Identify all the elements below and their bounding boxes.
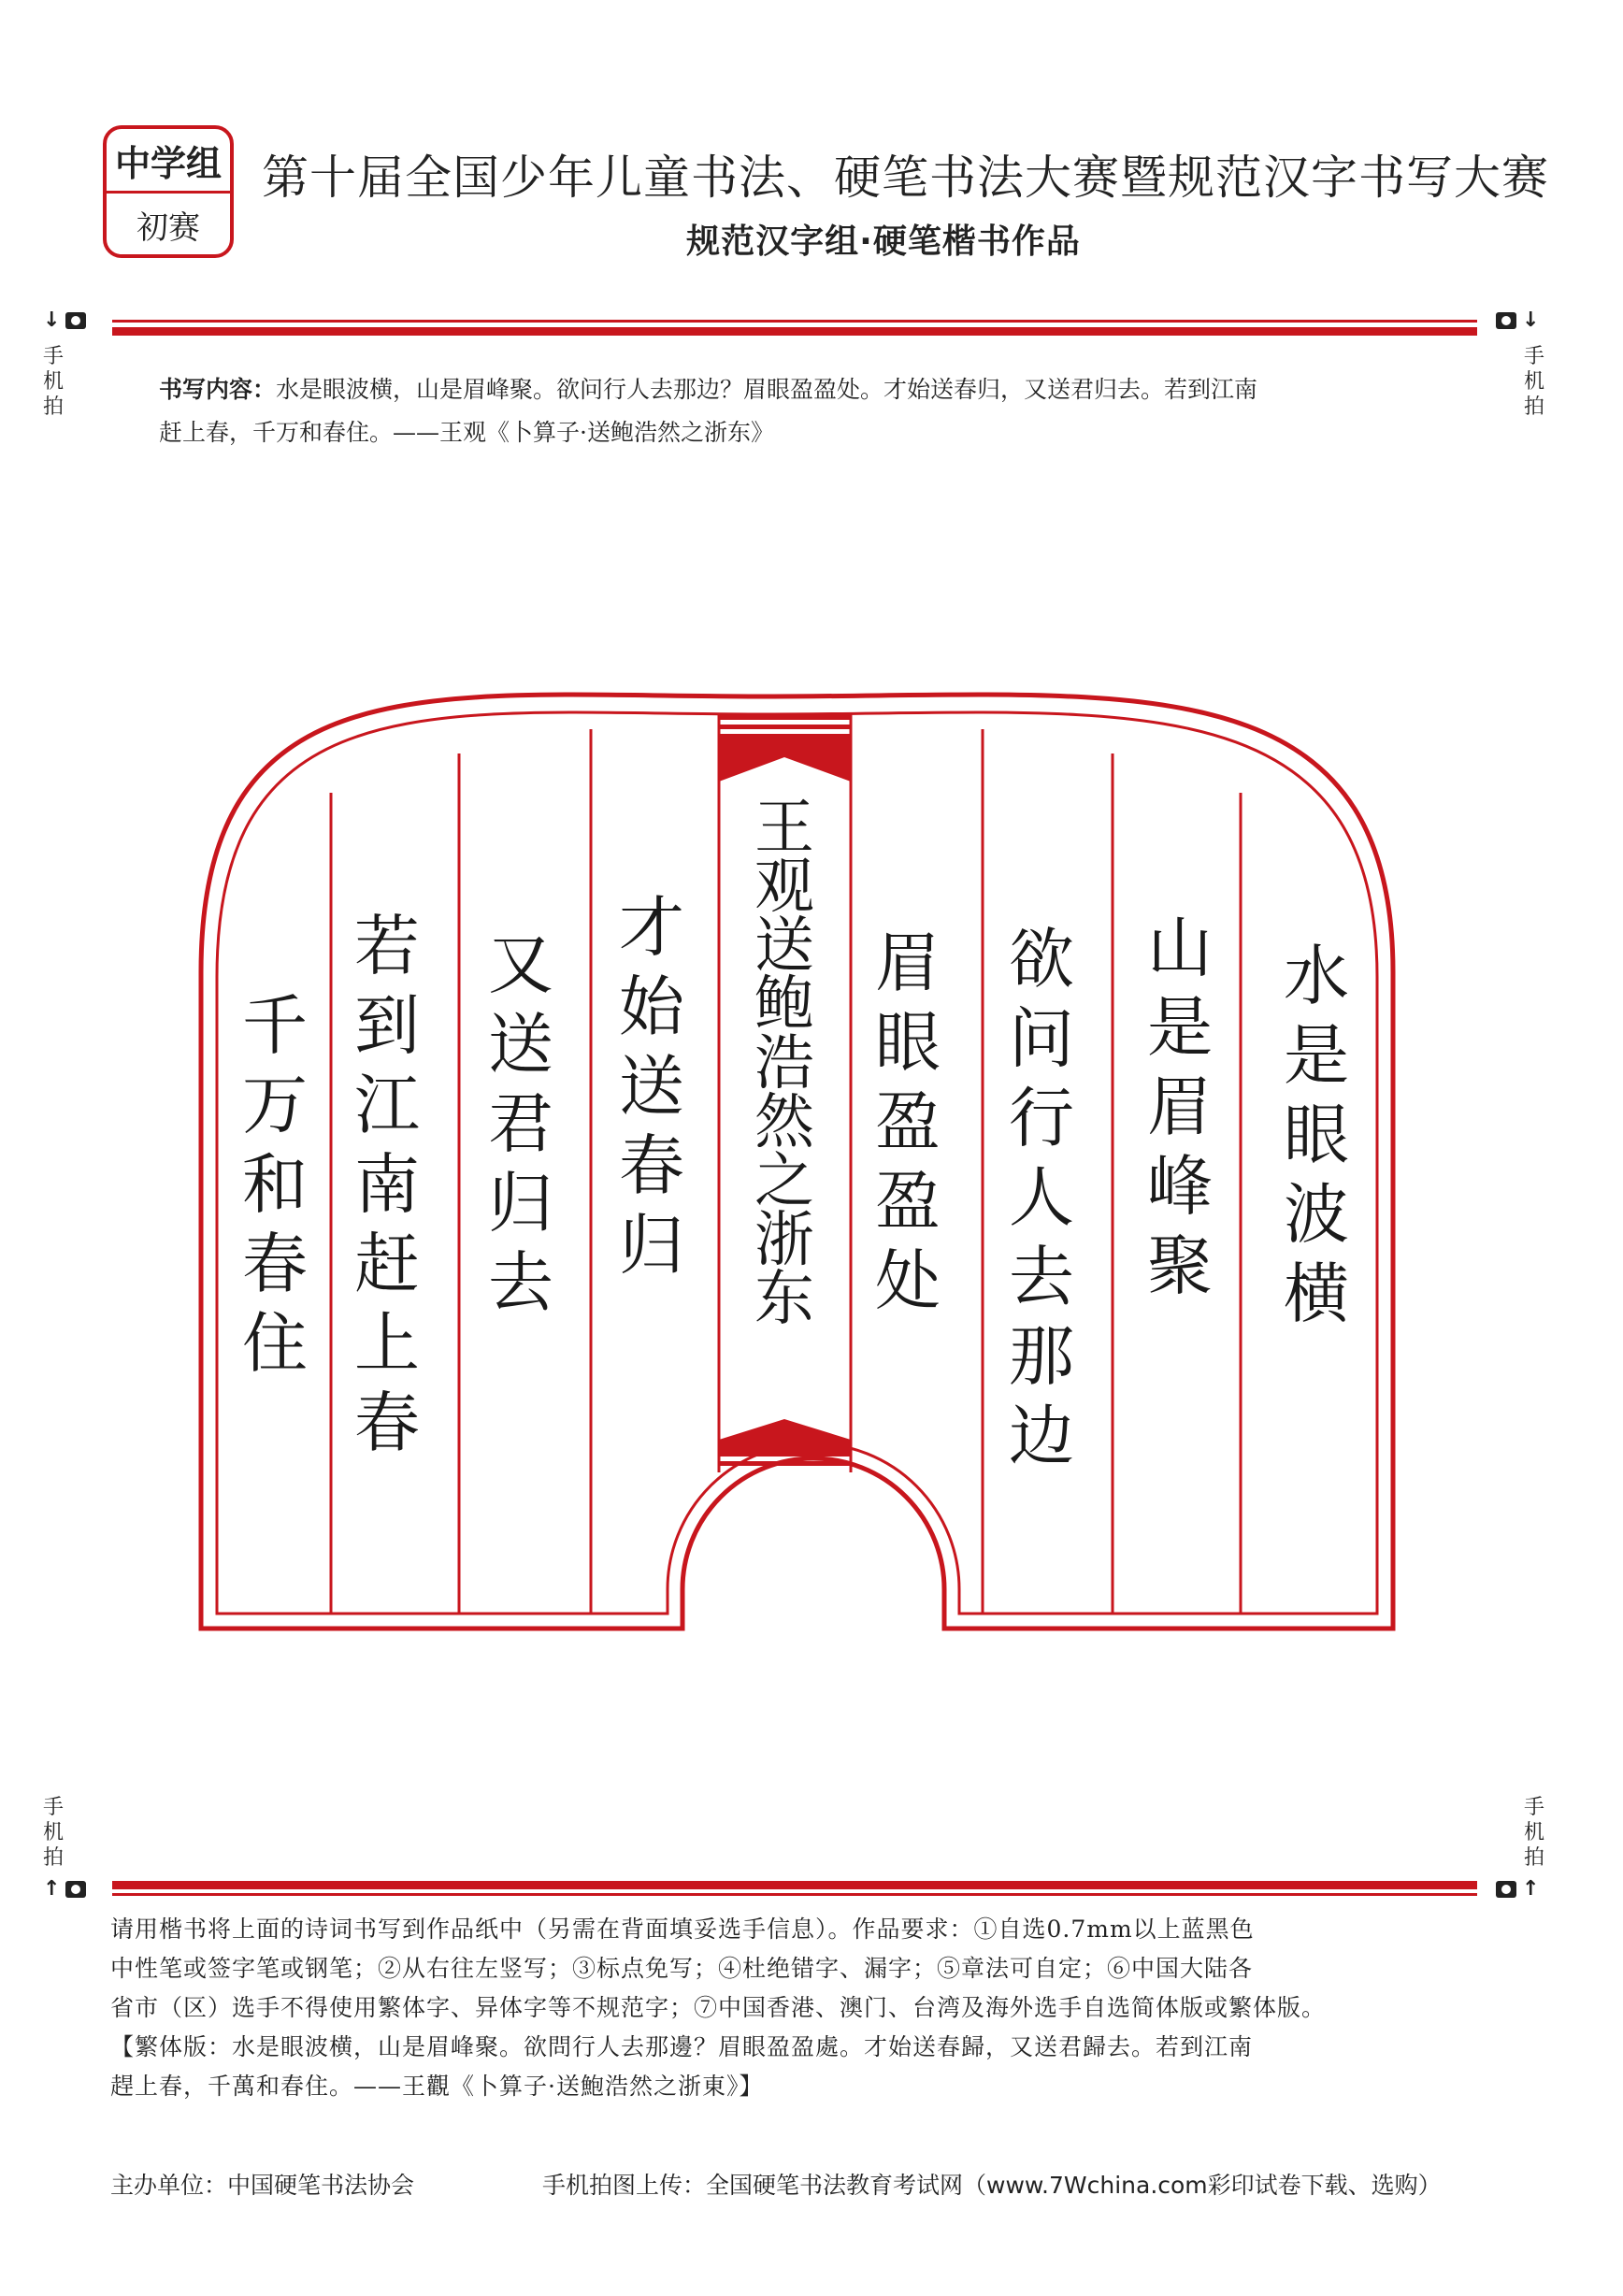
calligraphy-char: 人 (1009, 1159, 1074, 1236)
instruction-line: 省市（区）选手不得使用繁体字、异体字等不规范字；⑦中国香港、澳门、台湾及海外选手自选简体版或繁体版。 (110, 1994, 1327, 2021)
calligraphy-char: 浙 (754, 1206, 814, 1275)
calligraphy-char: 上 (354, 1305, 420, 1382)
instruction-line: 请用楷书将上面的诗词书写到作品纸中（另需在背面填妥选手信息）。作品要求：①自选0.7mm以上蓝黑色 (110, 1916, 1255, 1943)
calligraphy-column-1 (1273, 937, 1359, 1334)
page-subtitle: 规范汉字组·硬笔楷书作品 (686, 222, 1081, 261)
camera-marker-bottom-left (43, 1877, 86, 1901)
writing-content-line2: 赶上春，千万和春住。——王观《卜算子·送鲍浩然之浙东》 (159, 419, 774, 446)
calligraphy-column-2 (1137, 909, 1223, 1306)
camera-icon (65, 312, 86, 329)
calligraphy-char: 去 (1009, 1239, 1074, 1315)
calligraphy-char: 波 (1284, 1176, 1349, 1253)
arrow-up-icon: ↑ (1522, 1877, 1540, 1901)
calligraphy-char: 浩 (754, 1029, 814, 1098)
calligraphy-char: 去 (488, 1244, 553, 1321)
calligraphy-char: 王 (754, 794, 814, 863)
calligraphy-column-9 (232, 986, 318, 1384)
camera-marker-bottom-right (1496, 1877, 1539, 1901)
arrow-down-icon: ↓ (1522, 309, 1540, 332)
arrow-up-icon: ↑ (43, 1877, 61, 1901)
calligraphy-char: 眉 (875, 925, 941, 1001)
calligraphy-char: 眼 (1284, 1097, 1349, 1173)
camera-icon (65, 1881, 86, 1898)
camera-marker-top-right (1496, 309, 1539, 332)
calligraphy-char: 归 (619, 1207, 684, 1284)
calligraphy-char: 行 (1009, 1080, 1074, 1156)
arrow-down-icon: ↓ (43, 309, 61, 332)
calligraphy-char: 赶 (354, 1226, 420, 1302)
calligraphy-char: 春 (619, 1127, 684, 1204)
camera-icon (1496, 312, 1516, 329)
calligraphy-char: 是 (1284, 1017, 1349, 1094)
calligraphy-column-6 (609, 888, 695, 1285)
bottom-rule-thick (112, 1881, 1477, 1889)
calligraphy-char: 水 (1284, 938, 1349, 1014)
upload-text: 手机拍图上传：全国硬笔书法教育考试网（www.7Wchina.com彩印试卷下载、选购） (542, 2172, 1442, 2199)
top-rule-thin (112, 320, 1477, 323)
bottom-rule-thin (112, 1893, 1477, 1896)
writing-content-line1: 水是眼波横，山是眉峰聚。欲问行人去那边？眉眼盈盈处。才始送春归，又送君归去。若到江南 (276, 376, 1258, 403)
page-title: 第十届全国少年儿童书法、硬笔书法大赛暨规范汉字书写大赛 (262, 151, 1549, 205)
calligraphy-char: 送 (619, 1048, 684, 1125)
calligraphy-char: 眼 (875, 1004, 941, 1081)
calligraphy-char: 处 (875, 1242, 941, 1319)
calligraphy-char: 聚 (1147, 1227, 1213, 1304)
calligraphy-char: 君 (488, 1085, 553, 1162)
calligraphy-char: 万 (242, 1067, 308, 1143)
calligraphy-char: 送 (488, 1006, 553, 1083)
badge-group-label: 中学组 (107, 129, 230, 194)
calligraphy-char: 到 (354, 987, 420, 1064)
phone-label-bottom-right: 手 机 拍 (1523, 1796, 1544, 1870)
calligraphy-char: 东 (754, 1265, 814, 1334)
calligraphy-char: 送 (754, 911, 814, 981)
camera-marker-top-left (43, 309, 86, 332)
calligraphy-char: 春 (242, 1226, 308, 1302)
calligraphy-char: 和 (242, 1146, 308, 1223)
calligraphy-char: 然 (754, 1088, 814, 1157)
calligraphy-char: 住 (242, 1305, 308, 1382)
instructions (110, 1910, 1513, 2106)
phone-label-bottom-left: 手 机 拍 (42, 1796, 64, 1870)
writing-content (159, 368, 1487, 454)
calligraphy-column-8 (344, 907, 430, 1463)
calligraphy-char: 峰 (1147, 1148, 1213, 1225)
calligraphy-char: 那 (1009, 1318, 1074, 1395)
calligraphy-title-column (741, 794, 827, 1334)
calligraphy-char: 山 (1147, 910, 1213, 986)
organizer-text: 主办单位：中国硬笔书法协会 (110, 2172, 415, 2199)
calligraphy-char: 欲 (1009, 921, 1074, 997)
calligraphy-char: 横 (1284, 1256, 1349, 1332)
camera-icon (1496, 1881, 1516, 1898)
calligraphy-char: 千 (242, 987, 308, 1064)
instruction-line: 趕上春，千萬和春住。——王觀《卜算子·送鮑浩然之浙東》】 (110, 2073, 764, 2100)
calligraphy-column-3 (998, 920, 1084, 1476)
group-badge (103, 125, 234, 258)
calligraphy-column-4 (865, 924, 951, 1321)
calligraphy-char: 江 (354, 1067, 420, 1143)
calligraphy-char: 才 (619, 889, 684, 966)
instruction-line: 中性笔或签字笔或钢笔；②从右往左竖写；③标点免写；④杜绝错字、漏字；⑤章法可自定；⑥中国大陆各 (110, 1955, 1254, 1982)
calligraphy-column-7 (478, 926, 564, 1323)
calligraphy-char: 是 (1147, 989, 1213, 1066)
phone-label-top-left: 手 机 拍 (42, 345, 64, 419)
calligraphy-char: 盈 (875, 1163, 941, 1240)
calligraphy-char: 春 (354, 1385, 420, 1461)
calligraphy-char: 之 (754, 1147, 814, 1216)
calligraphy-char: 边 (1009, 1398, 1074, 1474)
calligraphy-char: 若 (354, 908, 420, 984)
calligraphy-char: 盈 (875, 1083, 941, 1160)
top-rule-thick (112, 327, 1477, 336)
writing-content-label: 书写内容： (159, 376, 277, 403)
phone-label-top-right: 手 机 拍 (1523, 345, 1544, 419)
calligraphy-char: 归 (488, 1165, 553, 1241)
calligraphy-char: 鲍 (754, 970, 814, 1040)
calligraphy-char: 始 (619, 969, 684, 1045)
badge-stage-label: 初赛 (136, 208, 200, 247)
calligraphy-char: 眉 (1147, 1069, 1213, 1145)
calligraphy-char: 问 (1009, 1000, 1074, 1077)
calligraphy-char: 南 (354, 1146, 420, 1223)
calligraphy-char: 又 (488, 926, 553, 1003)
calligraphy-char: 观 (754, 853, 814, 922)
instruction-line: 【繁体版：水是眼波横，山是眉峰聚。欲問行人去那邊？眉眼盈盈處。才始送春歸，又送君歸去。若到江南 (110, 2033, 1254, 2060)
